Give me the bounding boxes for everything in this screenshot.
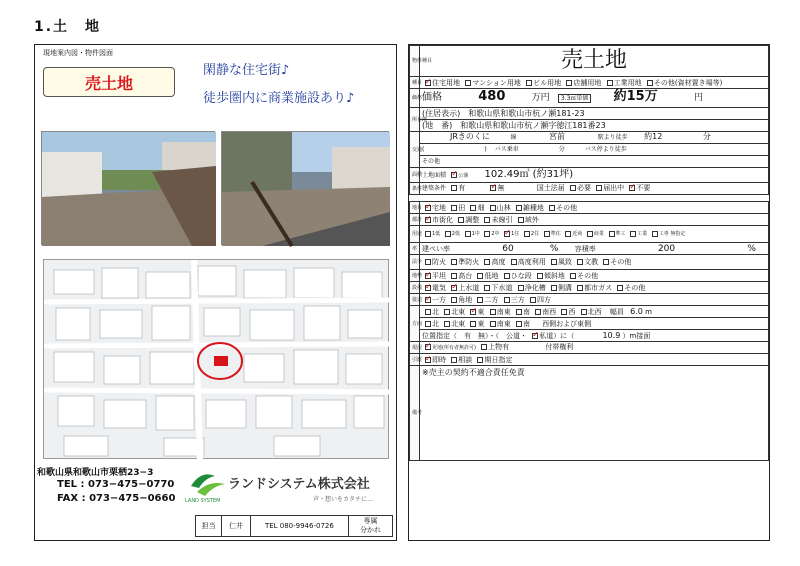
- contact-opt: 二方: [484, 295, 499, 304]
- chimoku-check-5[interactable]: [549, 205, 555, 211]
- sheet-title: 売土地: [420, 46, 769, 77]
- handover-row: ✓ 即時 相談 期日指定: [420, 354, 769, 366]
- site-photo-2: [221, 131, 389, 245]
- kenpei-unit: %: [549, 243, 559, 254]
- chimoku-opt: 宅地: [432, 203, 446, 212]
- notify-opt: 届出中: [603, 184, 625, 192]
- walk-minutes: 約12: [644, 132, 663, 141]
- chimoku-check-1[interactable]: [451, 205, 457, 211]
- kind-label: 工業用地: [613, 78, 642, 87]
- property-sheet: 物件種目 売土地 種目 ✓ 住宅用地 マンション用地 ビル用地 店舗用地 工業用地 その他(資材置き場等) 価格 価格 480 万円 3.3㎡単価 約15万 円 所在地 (住居表示) 和歌山県和歌山市杭ノ瀬181-23 (地 番) 和歌山県和歌山市杭ノ瀬字徳江181番23 交通 JRきのくに 線 宮前 駅より徒歩 約12 分 ( ) バス乗車 分 バス停より徒歩 その他 面積 土地面積 ✓ 公簿 102.49㎡ (約31坪) 条件 建築条件 有 ✓ 無 国土法届 必要 届出中 ✓ 不要 地目 ✓ 宅地 田 畑 山林 雑種地 その他 都計 ✓ 市街化 調整 未線引 域外 用途 1低 2低 1中 2中 ✓ 1住 2住 準住 近商 商業 準工 工業 工専 無指定 率 建ぺい率 60 % 容積率 200 % 法令 防火 準防火 高度 高度利用 風致 文教 その他 地勢 ✓ 平坦 高台 低地 ひな段 傾斜地 その他 設備 ✓ 電気 ✓ 上水道 下水道 浄化槽 側溝 都市ガス その他 接道 ✓ 一方 角地 二方 三方 四方 方向 北 北東 ✓ 東 南東 南 南西 西 北西 幅員 6.0 m 北 北東 東 南東 南 西側および東側 位置指定（ 有 無）・（ 公道・ ✓ 私道）に（ 10.9 ）m接面 現況 ✓ 更地(所有者無許可) 上物有 付帯権利 引渡 ✓ 即時 相談 期日指定 備考 ※売主の契約不適合責任免責: [408, 44, 770, 541]
- lot-value: 和歌山県和歌山市杭ノ瀬字徳江181番23: [460, 120, 606, 130]
- area-row: [420, 168, 769, 183]
- toshi-check-0[interactable]: [425, 217, 431, 223]
- price-unit: 万円: [531, 93, 550, 103]
- legal-opt: 高度利用: [517, 258, 546, 266]
- chimoku-check-4[interactable]: [516, 205, 522, 211]
- youto-item: 2低: [442, 231, 460, 237]
- legal-row: [420, 255, 769, 270]
- left-panel: [34, 44, 397, 541]
- kind-label: マンション用地: [472, 78, 521, 87]
- walk-label: 駅より徒歩: [597, 134, 628, 141]
- line-name: JRきのくに: [450, 132, 490, 141]
- addr-label: (住居表示): [422, 108, 461, 118]
- company-name: ランドシステム株式会社: [228, 477, 370, 492]
- area-check-registry[interactable]: [451, 172, 457, 178]
- build-label: 建築条件: [422, 185, 447, 192]
- toshi-check-2[interactable]: [484, 217, 490, 223]
- kind-check-1[interactable]: [465, 80, 471, 86]
- ratio-row: [420, 243, 769, 255]
- terrain-row: [420, 270, 769, 282]
- kind-check-2[interactable]: [526, 80, 532, 86]
- company-fax: FAX : 073−475−0660: [57, 493, 176, 504]
- legal-opt: 防火: [432, 258, 446, 266]
- address-row-1: [420, 108, 769, 120]
- youto-item: 工業: [627, 231, 647, 237]
- kenpei-value: 60: [502, 243, 514, 254]
- chimoku-opt: 雑種地: [522, 203, 544, 212]
- youto-item: 準工: [606, 231, 626, 237]
- kind-check-3[interactable]: [566, 80, 572, 86]
- staff-tel: TEL 080-9946-0726: [251, 516, 349, 536]
- contact-opt: 三方: [510, 295, 525, 304]
- terrain-opt: 高台: [458, 271, 473, 280]
- legal-opt: 準防火: [458, 258, 480, 266]
- kind-check-4[interactable]: [607, 80, 613, 86]
- notify-check-2[interactable]: [629, 185, 635, 191]
- company-tel: TEL : 073−475−0770: [57, 479, 175, 490]
- company-logo-icon: [189, 470, 229, 498]
- addr-label: (地 番): [422, 120, 453, 130]
- equip-opt: その他: [624, 283, 646, 292]
- terrain-opt: ひな段: [510, 271, 532, 280]
- company-tagline: 声・想いをカタチに…: [313, 496, 374, 503]
- address-value: 和歌山県和歌山市杭ノ瀬181-23: [468, 108, 585, 118]
- address-row-2: [420, 120, 769, 132]
- kind-label: 住宅用地: [432, 78, 460, 87]
- equip-opt: 浄化槽: [524, 283, 546, 292]
- legal-opt: 文教: [584, 258, 599, 266]
- kind-check-0[interactable]: [425, 80, 431, 86]
- tsubo-price: 約15万: [613, 89, 658, 104]
- terrain-opt: 低地: [484, 271, 499, 280]
- youto-item: 2中: [481, 231, 499, 237]
- youto-item: 商業: [584, 231, 604, 237]
- equip-opt: 上水道: [458, 283, 480, 292]
- notify-opt: 不要: [636, 184, 651, 192]
- price-row: [420, 89, 769, 108]
- company-address: 和歌山県和歌山市栗栖23−3: [37, 468, 154, 478]
- notify-check-0[interactable]: [570, 185, 576, 191]
- company-logo-sub: LAND SYSTEM: [185, 498, 221, 504]
- toshi-check-3[interactable]: [518, 217, 524, 223]
- youto-item: ✓ 1住: [501, 231, 519, 237]
- legal-opt: 風致: [557, 258, 572, 266]
- youto-row: [420, 226, 769, 243]
- toshi-opt: 域外: [524, 215, 539, 224]
- chimoku-row: [420, 202, 769, 214]
- notify-opt: 必要: [576, 184, 591, 192]
- road-row-2: 北 北東 東 南東 南 西側および東側: [420, 318, 769, 330]
- toshi-check-1[interactable]: [458, 217, 464, 223]
- equip-row: [420, 282, 769, 294]
- youto-item: 1中: [462, 231, 480, 237]
- transport-row: [420, 132, 769, 144]
- staff-label: 担当: [196, 516, 222, 536]
- chimoku-opt: その他: [556, 203, 578, 212]
- road-row-1: 北 北東 ✓ 東 南東 南 南西 西 北西 幅員 6.0 m: [420, 306, 769, 318]
- toshi-opt: 未線引: [491, 215, 513, 224]
- bus-row: ( ) バス乗車 分 バス停より徒歩: [420, 144, 769, 156]
- kind-row: [420, 77, 769, 89]
- toshi-opt: 調整: [465, 215, 480, 224]
- equip-opt: 下水道: [491, 283, 513, 292]
- chimoku-opt: 山林: [496, 203, 511, 212]
- contact-opt: 四方: [536, 295, 551, 304]
- area-label: 土地面積: [422, 171, 447, 179]
- terrain-opt: 傾斜地: [543, 271, 565, 280]
- bus-walk-label: バス停より徒歩: [584, 145, 627, 153]
- contact-row: [420, 294, 769, 306]
- chimoku-check-2[interactable]: [470, 205, 476, 211]
- view-row: ✓ 更地(所有者無許可) 上物有 付帯権利: [420, 342, 769, 354]
- youseki-label: 容積率: [574, 244, 596, 253]
- youto-item: 1低: [422, 231, 440, 237]
- remarks-label: 備考: [410, 366, 420, 461]
- staff-box: [195, 515, 393, 537]
- notify-check-1[interactable]: [596, 185, 602, 191]
- kenpei-label: 建ぺい率: [422, 244, 450, 253]
- equip-opt: 電気: [432, 283, 446, 292]
- youto-item: 2住: [521, 231, 539, 237]
- terrain-opt: 平坦: [432, 271, 446, 280]
- deal-type: 専属 分かれ: [360, 517, 382, 534]
- kind-label: ビル用地: [533, 78, 562, 87]
- youto-extra: 無指定: [670, 231, 686, 237]
- terrain-opt: その他: [577, 271, 599, 280]
- tsubo-unit: 円: [693, 93, 703, 103]
- remarks: ※売主の契約不適合責任免責: [420, 366, 769, 461]
- station-name: 宮前: [549, 132, 566, 141]
- build-yes-check[interactable]: [451, 185, 457, 191]
- bus-label: バス乗車: [494, 145, 519, 153]
- toshi-opt: 市街化: [432, 215, 453, 224]
- bus-unit: 分: [558, 145, 565, 153]
- chimoku-check-0[interactable]: [425, 205, 431, 211]
- price-value: 480: [478, 89, 506, 104]
- section-title: 1.土 地: [34, 19, 102, 35]
- chimoku-check-3[interactable]: [490, 205, 496, 211]
- kind-check-5[interactable]: [647, 80, 653, 86]
- youto-item: 工専: [649, 231, 669, 237]
- price-label: 価格: [422, 92, 442, 103]
- walk-unit: 分: [702, 132, 711, 141]
- legal-opt: 高度: [491, 258, 506, 266]
- chimoku-opt: 畑: [477, 203, 485, 212]
- equip-opt: 側溝: [557, 283, 572, 292]
- catch-copy-1: 閑静な住宅街♪: [203, 63, 290, 78]
- build-row: [420, 183, 769, 195]
- contact-opt: 角地: [458, 295, 473, 304]
- site-photo-1: [41, 131, 215, 245]
- other-transport: その他: [420, 156, 769, 168]
- catch-copy-2: 徒歩圏内に商業施設あり♪: [203, 91, 355, 106]
- build-no: 無: [497, 184, 505, 192]
- youseki-unit: %: [747, 243, 756, 254]
- road-row-3: 位置指定（ 有 無）・（ 公道・ ✓ 私道）に（ 10.9 ）m接面: [420, 330, 769, 342]
- area-value: 102.49㎡ (約31坪): [484, 168, 574, 180]
- line-suffix: 線: [510, 134, 517, 141]
- notify-label: 国土法届: [536, 184, 565, 192]
- youto-item: 準住: [541, 231, 561, 237]
- tsubo-label: 3.3㎡単価: [558, 94, 592, 103]
- equip-opt: 都市ガス: [584, 283, 613, 292]
- road-width: 6.0: [630, 306, 643, 316]
- youto-item: 近商: [562, 231, 582, 237]
- kind-label: その他(資材置き場等): [653, 78, 723, 87]
- sale-sticker: 売土地: [43, 67, 175, 97]
- kind-label: 店舗用地: [573, 78, 602, 87]
- area-kind: 公簿: [458, 172, 469, 179]
- chimoku-opt: 田: [458, 203, 466, 212]
- build-no-check[interactable]: [490, 185, 496, 191]
- location-map: [43, 259, 389, 459]
- map-caption: 現地案内図・物件図面: [43, 49, 113, 57]
- toshi-row: [420, 214, 769, 226]
- road-contact-length: 10.9: [602, 330, 621, 340]
- legal-opt: その他: [610, 258, 632, 266]
- build-yes: 有: [458, 184, 466, 192]
- staff-name: 仁井: [222, 516, 250, 536]
- youseki-value: 200: [657, 243, 676, 254]
- contact-opt: 一方: [432, 295, 446, 304]
